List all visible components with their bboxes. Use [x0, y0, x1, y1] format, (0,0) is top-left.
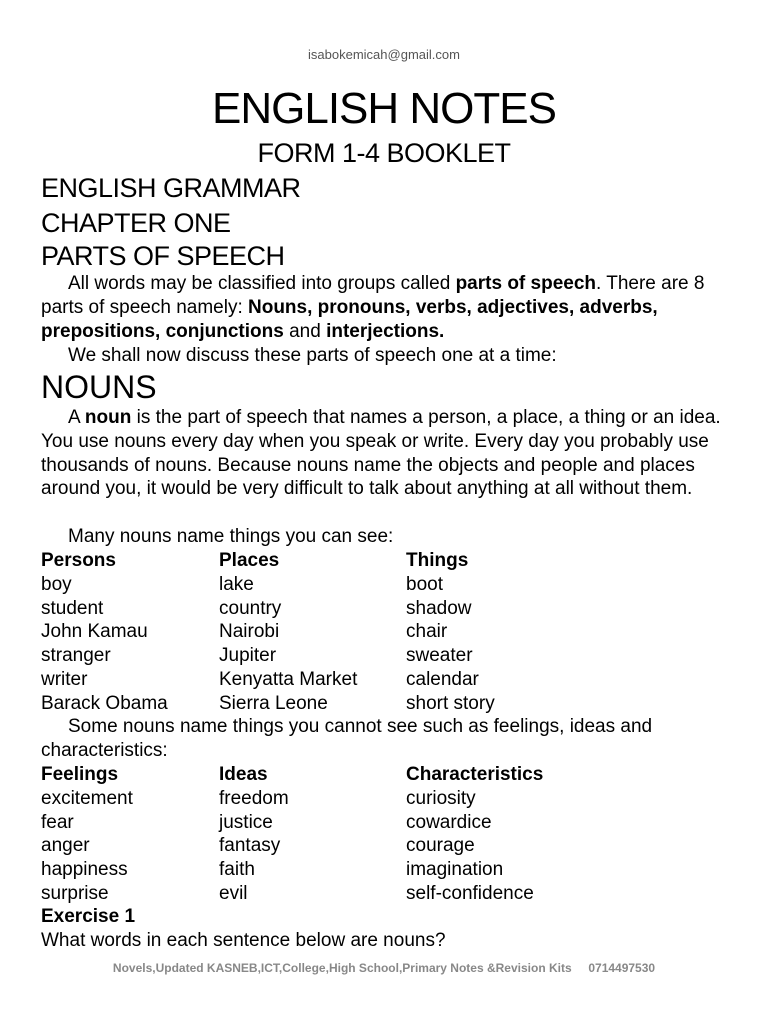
- column-header: Ideas: [219, 764, 268, 785]
- table-cell: John Kamau: [41, 621, 148, 643]
- table-row: [41, 668, 731, 692]
- table-cell: imagination: [406, 859, 504, 881]
- intro-paragraph-2: We shall now discuss these parts of speech one at a time:: [68, 345, 557, 366]
- table-cell: Barack Obama: [41, 692, 168, 714]
- intro-keyword-list: Nouns, pronouns, verbs, adjectives, adverbs, prepositions, conjunctions: [41, 296, 658, 342]
- table-cell: evil: [219, 882, 248, 904]
- intro-keyword-parts-of-speech: parts of speech: [455, 273, 597, 294]
- table-cell: cowardice: [406, 811, 492, 833]
- table-cell: justice: [219, 811, 273, 833]
- table-cell: boot: [406, 573, 443, 595]
- table-header-row: [41, 549, 731, 573]
- column-header: Places: [219, 550, 280, 571]
- nouns-def-text-1: A: [68, 407, 85, 428]
- table-cell: self-confidence: [406, 882, 534, 904]
- table-cell: stranger: [41, 645, 111, 667]
- table-row: [41, 692, 731, 716]
- nouns-def-text-2: is the part of speech that names a person, a place, a thing or an idea. You use nouns every day when you speak or write. Every day you probably use thousands of nouns. Because nouns name the objects and people and places around you, it would be very difficult to talk about anything at all without them.: [41, 407, 721, 500]
- intro-keyword-interjections: interjections.: [326, 320, 445, 342]
- document-subtitle: FORM 1-4 BOOKLET: [257, 138, 511, 168]
- table-cell: lake: [219, 573, 254, 595]
- intro-text-1: All words may be classified into groups called: [68, 273, 456, 294]
- table-cell: freedom: [219, 787, 289, 809]
- exercise-title: Exercise 1: [41, 906, 136, 927]
- nouns-definition: [41, 406, 731, 501]
- table-row: [41, 858, 731, 882]
- column-header: Feelings: [41, 764, 119, 785]
- table-cell: anger: [41, 835, 90, 857]
- column-header: Persons: [41, 550, 116, 571]
- table-invisible-nouns: [41, 763, 731, 906]
- topic-heading: PARTS OF SPEECH: [41, 241, 285, 271]
- table-row: [41, 834, 731, 858]
- column-header: Things: [406, 550, 469, 571]
- table-cell: short story: [406, 692, 495, 714]
- table-cell: Jupiter: [219, 645, 277, 667]
- see-intro: Many nouns name things you can see:: [68, 526, 394, 547]
- footer: [0, 961, 768, 975]
- table-cell: calendar: [406, 668, 479, 690]
- table-row: [41, 811, 731, 835]
- table-visible-nouns: [41, 549, 731, 716]
- intro-text-2: . There are 8 parts of speech namely:: [41, 273, 705, 318]
- table-cell: shadow: [406, 597, 472, 619]
- footer-text: Novels,Updated KASNEB,ICT,College,High School,Primary Notes &Revision Kits: [112, 961, 572, 975]
- column-header: Characteristics: [406, 764, 544, 785]
- table-cell: student: [41, 597, 104, 619]
- chapter-heading: CHAPTER ONE: [41, 208, 231, 238]
- table-cell: fear: [41, 811, 74, 833]
- cannot-see-intro: Some nouns name things you cannot see such as feelings, ideas and characteristics:: [41, 716, 653, 761]
- table-cell: Nairobi: [219, 621, 280, 643]
- table-cell: surprise: [41, 882, 109, 904]
- nouns-heading: NOUNS: [41, 369, 157, 405]
- table-cell: curiosity: [406, 787, 476, 809]
- header-email: isabokemicah@gmail.com: [308, 47, 460, 62]
- table-cell: boy: [41, 573, 72, 595]
- table-row: [41, 597, 731, 621]
- table-cell: courage: [406, 835, 475, 857]
- table-cell: country: [219, 597, 282, 619]
- table-cell: Kenyatta Market: [219, 668, 358, 690]
- document-title: ENGLISH NOTES: [212, 84, 556, 133]
- section-heading: ENGLISH GRAMMAR: [41, 173, 301, 203]
- table-header-row: [41, 763, 731, 787]
- table-row: [41, 787, 731, 811]
- table-cell: faith: [219, 859, 255, 881]
- table-cell: sweater: [406, 645, 473, 667]
- intro-paragraph: [41, 272, 731, 343]
- table-row: [41, 644, 731, 668]
- exercise-question: What words in each sentence below are nouns?: [41, 930, 446, 951]
- intro-text-3: and: [283, 320, 327, 342]
- table-cell: writer: [41, 668, 88, 690]
- table-cell: excitement: [41, 787, 133, 809]
- nouns-def-keyword: noun: [84, 407, 132, 428]
- table-cell: fantasy: [219, 835, 281, 857]
- footer-phone: 0714497530: [588, 961, 656, 975]
- table-row: [41, 573, 731, 597]
- table-cell: happiness: [41, 859, 128, 881]
- table-row: [41, 882, 731, 906]
- table-row: [41, 620, 731, 644]
- table-cell: chair: [406, 621, 448, 643]
- table-cell: Sierra Leone: [219, 692, 328, 714]
